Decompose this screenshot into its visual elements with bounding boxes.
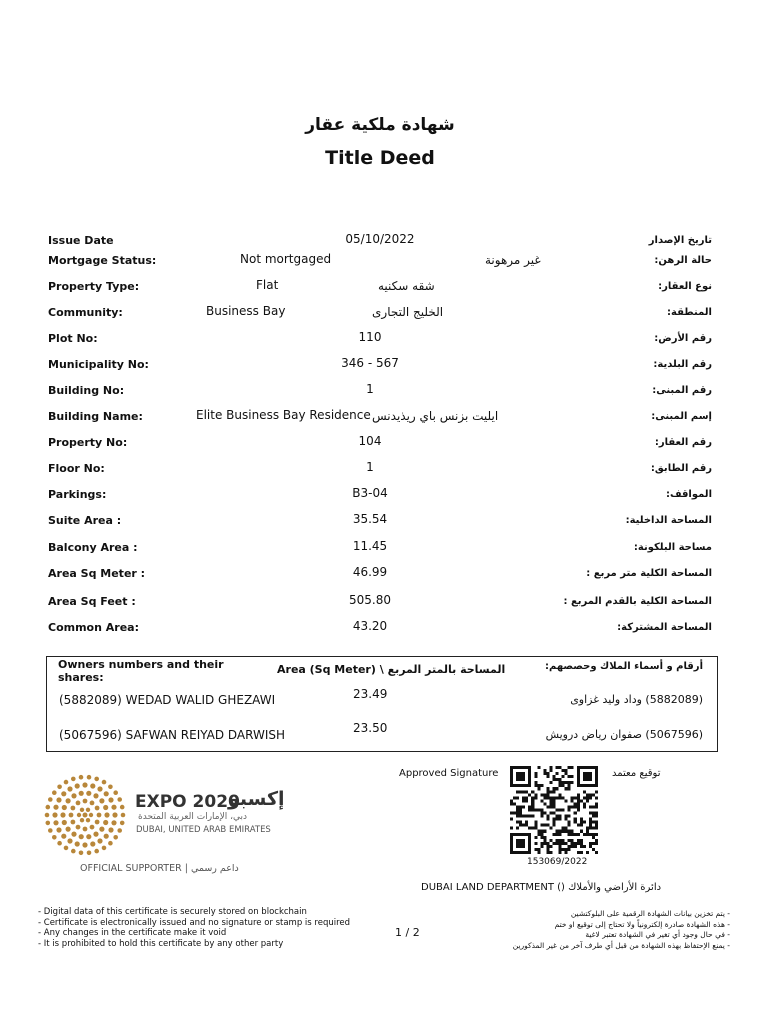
field-label-ar: رقم العقار: xyxy=(654,437,712,448)
field-label-ar: رقم البلدية: xyxy=(653,359,712,370)
note-ar-3: - في حال وجود أي تغير في الشهادة تعتبر لاغية xyxy=(585,930,730,939)
field-label-ar: المساحة الداخلية: xyxy=(625,515,712,526)
owners-header-en-2: shares: xyxy=(58,671,104,684)
field-label-ar: حالة الرهن: xyxy=(654,255,712,266)
field-value: B3-04 xyxy=(352,486,388,500)
field-value-ar: غير مرهونة xyxy=(485,253,541,267)
field-value: 43.20 xyxy=(352,619,388,633)
field-label: Parkings: xyxy=(48,488,107,501)
field-label-ar: رقم الطابق: xyxy=(650,463,712,474)
owner-1-area: 23.49 xyxy=(353,687,388,701)
field-value: 110 xyxy=(358,330,382,344)
page-title: Title Deed xyxy=(325,147,435,169)
field-label: Plot No: xyxy=(48,332,98,345)
certificate-serial: 153069/2022 xyxy=(527,857,588,867)
owner-2-name: (5067596) SAFWAN REIYAD DARWISH xyxy=(59,728,286,742)
field-value-ar: ايليت بزنس باي ريذيدنس xyxy=(372,409,499,423)
owner-2-name-ar: (5067596) صفوان رياض درويش xyxy=(545,728,703,741)
field-label-ar: نوع العقار: xyxy=(658,281,712,292)
field-label: Property No: xyxy=(48,436,128,449)
note-en-4: - It is prohibited to hold this certificate by any other party xyxy=(38,938,284,949)
department-name: DUBAI LAND DEPARTMENT () دائرة الأراضي والأملاك xyxy=(421,882,662,893)
field-label: Property Type: xyxy=(48,280,140,293)
field-value: 05/10/2022 xyxy=(345,232,415,246)
expo-line-en: DUBAI, UNITED ARAB EMIRATES xyxy=(136,825,271,835)
owner-1-name: (5882089) WEDAD WALID GHEZAWI xyxy=(59,693,276,707)
field-label: Area Sq Meter : xyxy=(48,567,146,580)
owners-table xyxy=(46,656,718,752)
field-label-ar: رقم الأرض: xyxy=(654,333,712,344)
field-label: Issue Date xyxy=(48,234,114,247)
note-ar-1: - يتم تخزين بيانات الشهادة الرقمية على البلوكتشين xyxy=(570,909,730,918)
field-value: 1 xyxy=(366,382,374,396)
approved-signature-label: Approved Signature xyxy=(399,768,499,779)
field-label-ar: إسم المبنى: xyxy=(651,411,712,422)
field-label: Community: xyxy=(48,306,123,319)
field-value-ar: الخليج التجارى xyxy=(372,305,444,319)
field-label: Municipality No: xyxy=(48,358,149,371)
field-label-ar: المنطقة: xyxy=(667,307,712,318)
note-en-1: - Digital data of this certificate is securely stored on blockchain xyxy=(38,907,307,917)
field-value: Elite Business Bay Residence xyxy=(196,408,371,422)
expo-brand-ar: إكسبو xyxy=(228,788,285,810)
field-label: Area Sq Feet : xyxy=(48,595,136,608)
expo-supporter: OFFICIAL SUPPORTER | داعم رسمي xyxy=(80,863,239,874)
owners-header-en: Owners numbers and their xyxy=(58,658,224,671)
qr-code-icon xyxy=(509,766,599,854)
note-en-2: - Certificate is electronically issued and no signature or stamp is required xyxy=(38,917,351,928)
field-label: Mortgage Status: xyxy=(48,254,157,267)
owners-header-ar: أرقام و أسماء الملاك وحصصهم: xyxy=(544,661,703,672)
field-value: Not mortgaged xyxy=(240,252,332,266)
field-value: Flat xyxy=(256,278,279,292)
note-ar-4: - يمنع الإحتفاظ بهذه الشهادة من قبل أي طرف آخر من غير المذكورين xyxy=(512,940,730,950)
title-arabic: شهادة ملكية عقار xyxy=(305,115,455,135)
field-value: Business Bay xyxy=(206,304,286,318)
field-label: Building Name: xyxy=(48,410,143,423)
field-value: 1 xyxy=(366,460,374,474)
expo-line-ar: دبي، الإمارات العربية المتحدة xyxy=(138,812,248,822)
expo-brand: EXPO 2020 xyxy=(135,792,240,812)
expo-emblem-icon xyxy=(38,770,133,860)
field-label: Common Area: xyxy=(48,621,139,634)
page-number: 1 / 2 xyxy=(395,926,420,939)
field-value: 346 - 567 xyxy=(341,356,399,370)
footer-notes-ar xyxy=(513,909,730,951)
note-en-3: - Any changes in the certificate make it void xyxy=(38,928,227,938)
field-label: Floor No: xyxy=(48,462,105,475)
field-label-ar: المساحة المشتركة: xyxy=(617,622,712,633)
field-label-ar: مساحة البلكونة: xyxy=(633,542,712,553)
approved-signature-label-ar: توقيع معتمد xyxy=(612,768,661,779)
field-value: 104 xyxy=(358,434,382,448)
field-value: 35.54 xyxy=(352,512,388,526)
expo-2020-logo xyxy=(38,770,298,880)
field-label: Balcony Area : xyxy=(48,541,138,554)
field-label-ar: رقم المبنى: xyxy=(652,385,712,396)
field-value: 46.99 xyxy=(352,565,388,579)
field-label-ar: المواقف: xyxy=(665,489,712,500)
owner-2-area: 23.50 xyxy=(353,721,388,735)
field-label: Building No: xyxy=(48,384,125,397)
field-label-ar: المساحة الكلية متر مربع : xyxy=(586,568,712,579)
field-value-ar: شقه سكنيه xyxy=(378,279,435,293)
note-ar-2: - هذه الشهادة صادرة إلكترونياً ولا تحتاج إلى توقيع او ختم xyxy=(554,919,730,929)
owner-1-name-ar: (5882089) وداد وليد غزاوى xyxy=(570,693,703,706)
field-value: 505.80 xyxy=(349,593,391,607)
field-value: 11.45 xyxy=(352,539,388,553)
field-label: Suite Area : xyxy=(48,514,122,527)
owners-area-header: Area (Sq Meter) \ المساحة بالمتر المربع xyxy=(277,663,506,676)
field-label-ar: المساحة الكلية بالقدم المربع : xyxy=(563,596,712,607)
field-label-ar: تاريخ الإصدار xyxy=(648,235,712,246)
footer-notes-en xyxy=(38,907,350,949)
